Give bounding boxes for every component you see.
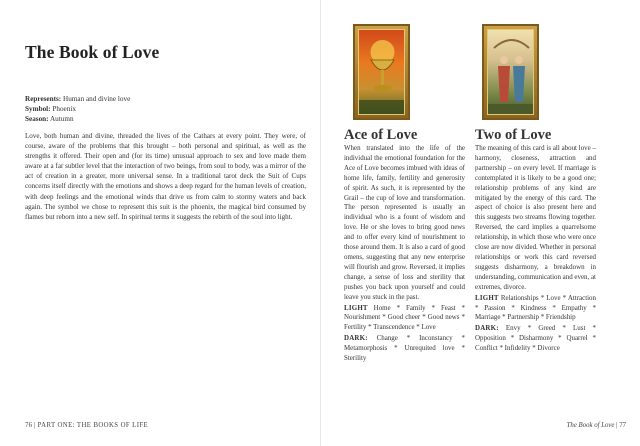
page-gutter [320, 0, 321, 446]
right-page-number: 77 [619, 422, 626, 429]
two-dark-label: DARK: [475, 324, 499, 333]
season-line [25, 114, 130, 124]
chapter-title: The Book of Love [25, 42, 160, 62]
two-body-text: The meaning of this card is all about love – harmony, closeness, attraction and partnership – on every level. If marriage is contemplated it is likely to be a good one; relationship problems of any kind are mitigated by the energy of this card. The aspect of choice is also present here and this suggests two streams flowing together. Reversed, the card implies a quarrelsome relationship, in which those who were once close are now divided. Whether in personal relationships or work this card reversed suggests disharmony, a breakdown in understanding, communication and even, at extremes, divorce. [475, 144, 596, 291]
ace-of-love-heading [344, 127, 417, 144]
season-label: Season: [25, 115, 49, 123]
two-title-prefix: Two of [475, 127, 521, 143]
running-title: The Book of Love [566, 422, 615, 429]
symbol-line [25, 104, 130, 114]
two-title-love: Love [520, 127, 552, 143]
chapter-meta [25, 94, 130, 124]
symbol-value: Phoenix [52, 105, 76, 113]
ace-title-prefix: Ace of [344, 127, 387, 143]
ace-dark-label: DARK: [344, 334, 368, 343]
ace-body-text: When translated into the life of the individual the emotional foundation for the Ace of Love becomes imbued with ideas of home life, family, fertility and generosity of spirit. As such, it is represented by the Grail – the cup of love and transformation. The person represented is usually an individual who is a fount of wisdom and love. He or she loves to bring good news and to offer every kind of nourishment to those around them. It is also a card of good omens, suggesting that any new enterprise will flourish and grow. Reversed, it implies change, a sense of loss and sterility that pushes you back upon yourself and could leave you stuck in the past. [344, 144, 465, 301]
two-light-text: Relationships * Love * Attraction * Passion * Kindness * Empathy * Marriage * Partnership * Friendship [475, 293, 596, 322]
folio-separator: | [34, 422, 36, 429]
couple-icon [488, 30, 534, 115]
grail-cup-icon [359, 30, 405, 115]
ace-light-text: Home * Family * Feast * Nourishment * Good cheer * Good news * Fertility * Transcendence * Love [344, 303, 465, 332]
two-light-keywords [475, 294, 596, 324]
ace-light-keywords [344, 304, 465, 334]
represents-line [25, 94, 130, 104]
right-folio-separator: | [616, 422, 618, 429]
two-of-love-heading [475, 127, 551, 144]
right-folio [567, 422, 626, 429]
couple-illustration [487, 29, 534, 115]
left-folio [25, 422, 148, 429]
represents-value: Human and divine love [63, 95, 131, 103]
ace-of-love-column [344, 144, 465, 365]
ace-title-love: Love [386, 127, 418, 143]
ace-of-love-card-image [353, 24, 410, 120]
two-dark-keywords [475, 324, 596, 354]
grail-illustration [358, 29, 405, 115]
part-title: PART ONE: THE BOOKS OF LIFE [37, 422, 149, 429]
ace-dark-text: Change * Inconstancy * Metamorphosis * Unrequited love * Sterility [344, 334, 465, 363]
two-dark-text: Envy * Greed * Lust * Opposition * Disharmony * Quarrel * Conflict * Infidelity * Divorce [475, 324, 596, 353]
season-value: Autumn [49, 115, 74, 123]
symbol-label: Symbol: [25, 105, 51, 113]
left-page-number: 76 [25, 422, 33, 429]
two-light-label: LIGHT [475, 293, 499, 302]
ace-light-label: LIGHT [344, 303, 368, 312]
intro-paragraph: Love, both human and divine, threaded the lives of the Cathars at every point. They were, of course, aware of the problems that this brought – both personal and spiritual, as well as the strengths it offered. Their open and (for its time) unusual approach to sex and love made them aware at a far subtler level that the interaction of two beings, from soul to body, was a mirror of the act of creation in a greater, more universal sense. In a traditional tarot deck the Suit of Cups concerns itself directly with the emotions and shows a deep regard for the human levels of creation, with deep feelings and the emotional winds that drive us from calm to stormy waters and back again. The symbol we chose to represent this suit is the phoenix, the magical bird consumed by flames but reborn into a new self. In spiritual terms it suggests the rebirth of the soul into light. [25, 132, 306, 221]
two-of-love-column [475, 144, 596, 355]
two-of-love-card-image [482, 24, 539, 120]
ace-dark-keywords [344, 334, 465, 364]
represents-label: Represents: [25, 95, 62, 103]
